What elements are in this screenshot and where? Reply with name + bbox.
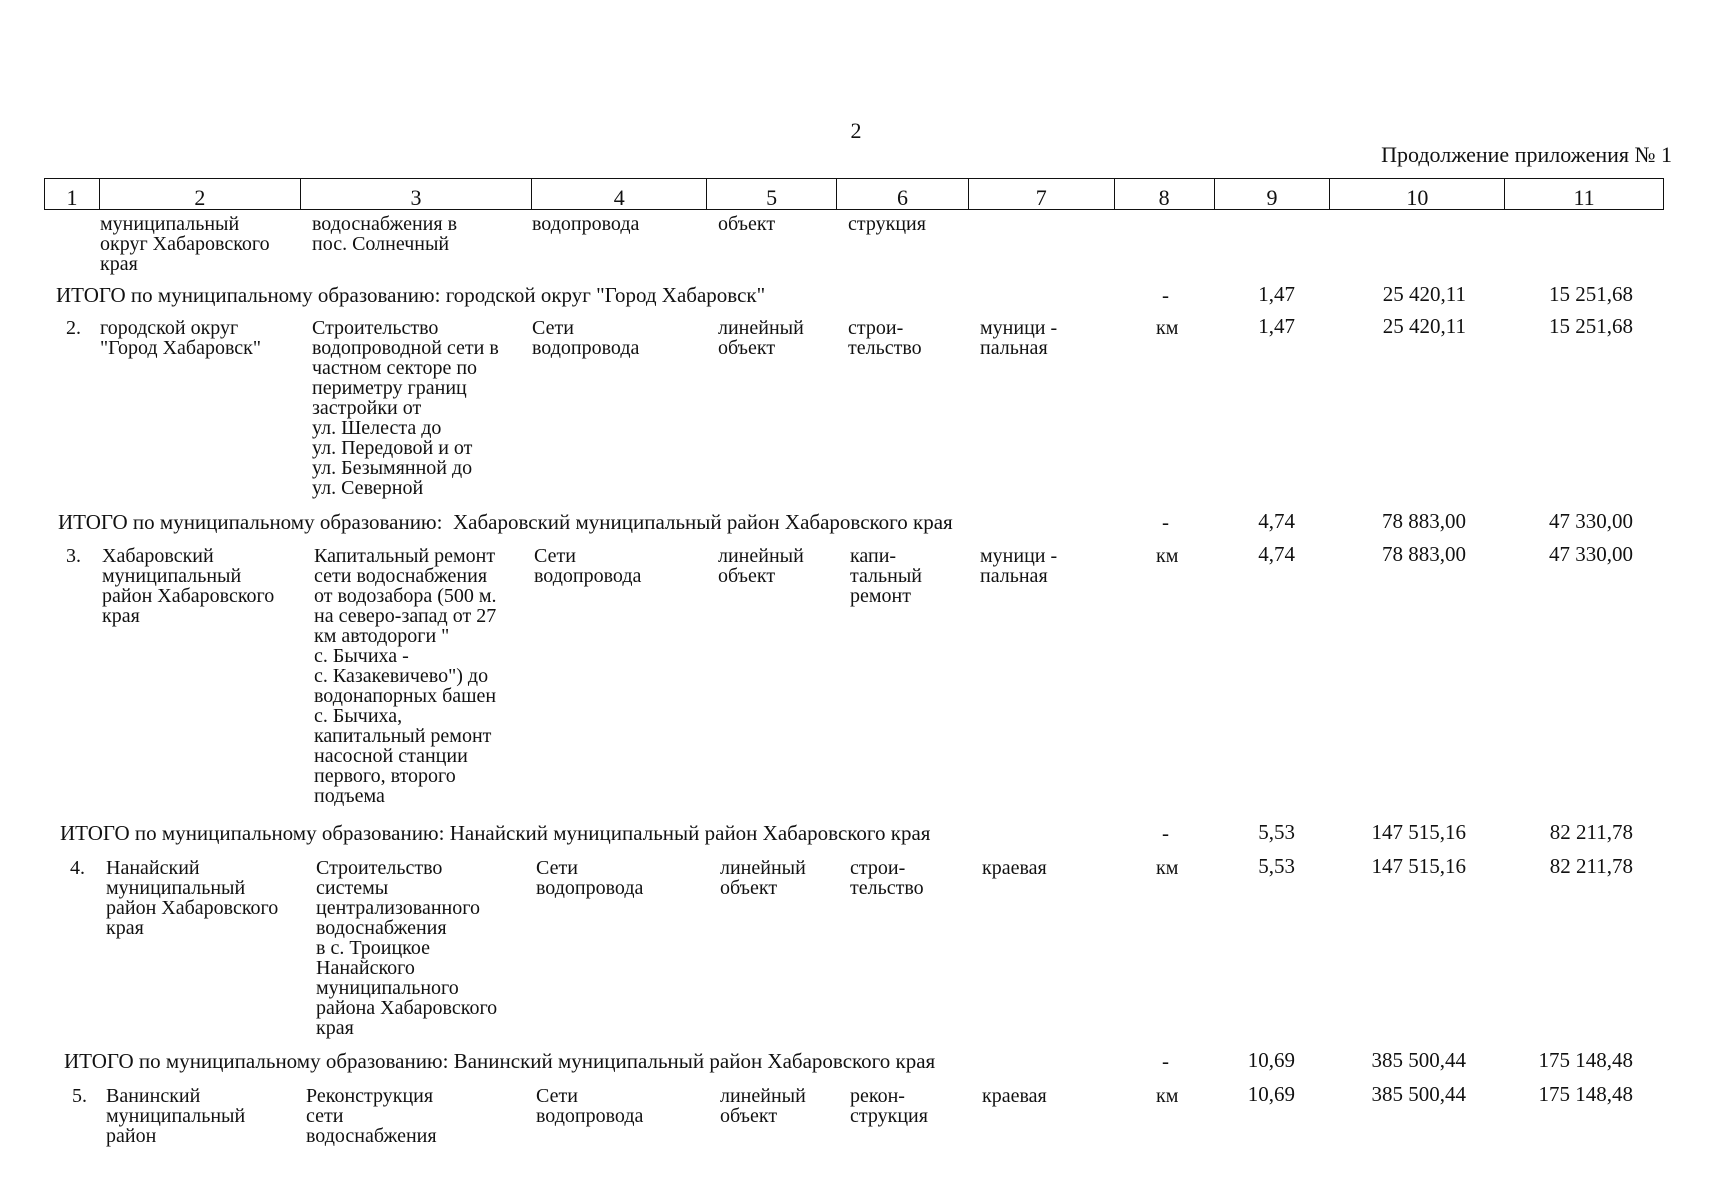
total-col-10: 25 420,11: [1382, 282, 1466, 306]
row-col-8: км: [1156, 1085, 1179, 1107]
carry-col-6: струкция: [848, 213, 926, 235]
row-col-9: 4,74: [1258, 542, 1295, 566]
header-col-2: 2: [99, 179, 300, 209]
total-label: ИТОГО по муниципальному образованию: Хабаровский муниципальный район Хабаровского края: [58, 510, 953, 534]
header-col-3: 3: [300, 179, 532, 209]
row-col-10: 78 883,00: [1382, 542, 1466, 566]
total-col-11: 175 148,48: [1538, 1048, 1633, 1072]
carry-col-3: водоснабжения в пос. Солнечный: [312, 213, 458, 255]
header-col-6: 6: [836, 179, 968, 209]
row-col-8: км: [1156, 857, 1179, 879]
row-number: 5.: [72, 1085, 87, 1107]
header-col-7: 7: [968, 179, 1114, 209]
row-col-6: строи- тельство: [850, 857, 924, 899]
header-col-10: 10: [1329, 179, 1504, 209]
row-col-7: краевая: [982, 857, 1047, 879]
row-number: 2.: [66, 317, 81, 339]
total-col-8: -: [1162, 1049, 1169, 1073]
carry-col-5: объект: [718, 213, 776, 235]
row-col-4: Сети водопровода: [536, 857, 644, 899]
total-col-10: 147 515,16: [1371, 820, 1466, 844]
row-col-10: 147 515,16: [1371, 854, 1466, 878]
row-col-3: Строительство системы централизованного водоснабжения в с. Троицкое Нанайского муниципального района Хабаровского края: [316, 857, 498, 1039]
row-col-9: 10,69: [1247, 1082, 1295, 1106]
row-col-5: линейный объект: [718, 545, 804, 587]
row-col-7: краевая: [982, 1085, 1047, 1107]
total-col-10: 78 883,00: [1382, 509, 1466, 533]
total-col-9: 1,47: [1258, 282, 1295, 306]
row-col-5: линейный объект: [720, 1085, 806, 1127]
row-col-4: Сети водопровода: [534, 545, 642, 587]
row-col-3: Капитальный ремонт сети водоснабжения от водозабора (500 м. на северо-запад от 27 км автодороги " с. Бычиха - с. Казакевичево") до водонапорных башен с. Бычиха, капитальный ремонт насосной станции первого, второго подъема: [314, 545, 497, 807]
carry-col-2: муниципальный округ Хабаровского края: [100, 213, 270, 275]
header-col-9: 9: [1214, 179, 1330, 209]
total-col-11: 82 211,78: [1549, 820, 1633, 844]
row-number: 4.: [70, 857, 85, 879]
total-label: ИТОГО по муниципальному образованию: Нанайский муниципальный район Хабаровского края: [60, 821, 931, 845]
total-col-11: 15 251,68: [1549, 282, 1633, 306]
row-col-7: муници - пальная: [980, 317, 1058, 359]
row-col-6: капи- тальный ремонт: [850, 545, 922, 607]
total-col-9: 4,74: [1258, 509, 1295, 533]
total-col-8: -: [1162, 510, 1169, 534]
row-col-6: строи- тельство: [848, 317, 922, 359]
row-col-11: 175 148,48: [1538, 1082, 1633, 1106]
header-col-4: 4: [531, 179, 706, 209]
total-col-8: -: [1162, 821, 1169, 845]
row-col-8: км: [1156, 545, 1179, 567]
total-col-8: -: [1162, 283, 1169, 307]
total-col-11: 47 330,00: [1549, 509, 1633, 533]
total-col-9: 5,53: [1258, 820, 1295, 844]
header-col-5: 5: [706, 179, 836, 209]
carry-col-4: водопровода: [532, 213, 640, 235]
row-col-11: 82 211,78: [1549, 854, 1633, 878]
row-col-4: Сети водопровода: [532, 317, 640, 359]
row-col-9: 5,53: [1258, 854, 1295, 878]
header-col-11: 11: [1504, 179, 1663, 209]
total-label: ИТОГО по муниципальному образованию: Ванинский муниципальный район Хабаровского края: [64, 1049, 936, 1073]
row-col-3: Строительство водопроводной сети в частном секторе по периметру границ застройки от ул. Шелеста до ул. Передовой и от ул. Безымянной до ул. Северной: [312, 317, 499, 499]
header-col-8: 8: [1114, 179, 1214, 209]
row-col-10: 385 500,44: [1371, 1082, 1466, 1106]
row-col-5: линейный объект: [718, 317, 804, 359]
total-col-9: 10,69: [1247, 1048, 1295, 1072]
row-col-7: муници - пальная: [980, 545, 1058, 587]
row-col-2: Хабаровский муниципальный район Хабаровского края: [102, 545, 275, 627]
page-number: 2: [850, 118, 862, 143]
header-col-1: 1: [66, 185, 78, 210]
row-col-2: городской округ "Город Хабаровск": [100, 317, 262, 359]
row-col-9: 1,47: [1258, 314, 1295, 338]
row-col-8: км: [1156, 317, 1179, 339]
row-col-5: линейный объект: [720, 857, 806, 899]
row-col-11: 15 251,68: [1549, 314, 1633, 338]
row-col-11: 47 330,00: [1549, 542, 1633, 566]
row-col-2: Нанайский муниципальный район Хабаровского края: [106, 857, 279, 939]
row-col-10: 25 420,11: [1382, 314, 1466, 338]
table-header-row: [44, 178, 1664, 210]
row-col-6: рекон- струкция: [850, 1085, 928, 1127]
row-number: 3.: [66, 545, 81, 567]
total-label: ИТОГО по муниципальному образованию: городской округ "Город Хабаровск": [56, 283, 766, 307]
total-col-10: 385 500,44: [1371, 1048, 1466, 1072]
row-col-4: Сети водопровода: [536, 1085, 644, 1127]
row-col-2: Ванинский муниципальный район: [106, 1085, 246, 1147]
row-col-3: Реконструкция сети водоснабжения: [306, 1085, 437, 1147]
appendix-note: Продолжение приложения № 1: [1381, 142, 1672, 167]
